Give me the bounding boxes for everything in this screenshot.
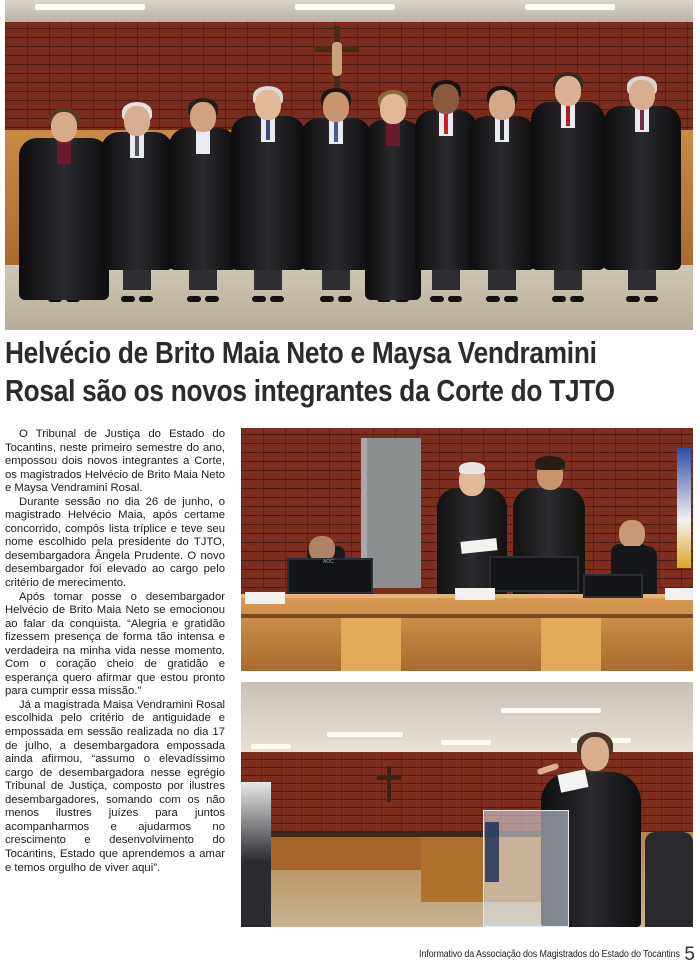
person-figure	[19, 112, 109, 310]
flag	[677, 448, 691, 568]
article-paragraph: Durante sessão no dia 26 de junho, o magistrado Helvécio Maia, após certame concorrido, compôs lista tríplice e teve seu nome escolhido pela presidente do TJTO, desembargadora Ângela Prudente. O novo desembargador foi elevado ao cargo pelo critério de merecimento.	[5, 495, 225, 590]
person-figure	[231, 90, 305, 310]
crucifix	[315, 26, 359, 96]
headline-line-1: Helvécio de Brito Maia Neto e Maysa Vendramini	[5, 336, 597, 370]
person-figure	[603, 80, 681, 310]
monitor	[287, 558, 373, 594]
person-figure	[169, 102, 237, 310]
page-number: 5	[684, 943, 695, 965]
oath-photo-helvecio	[241, 428, 693, 671]
person-figure	[469, 90, 535, 310]
article-headline	[5, 334, 693, 410]
group-photo	[5, 0, 693, 330]
person-figure	[415, 84, 477, 310]
article-paragraph: O Tribunal de Justiça do Estado do Tocantins, neste primeiro semestre do ano, empossou dois novos integrantes a Corte, os magistrados Helvécio de Brito Maia Neto e Maysa Vendramini Rosal.	[5, 428, 225, 495]
person-figure	[365, 94, 421, 310]
oath-photo-maysa	[241, 682, 693, 927]
article-paragraph: Já a magistrada Maisa Vendramini Rosal escolhida pelo critério de antiguidade e empossada em sessão realizada no dia 17 de julho, a desembargadora empossada ainda afirmou, “assumo o elevadíssimo cargo de desembargadora nesse egrégio Tribunal de Justiça, composto por ilustres desembargadores, somando com os não menos ilustres juízes para juntos acompanharmos e ajudarmos no crescimento e desenvolvimento do Tocantins, Estado que aprendemos a amar e temos orgulho de viver aqui”.	[5, 698, 225, 874]
headline-line-2: Rosal são os novos integrantes da Corte do TJTO	[5, 374, 615, 408]
monitor	[583, 574, 643, 598]
monitor-brand: AOC	[323, 559, 334, 565]
monitor	[489, 556, 579, 592]
article-body	[5, 428, 225, 875]
person-figure	[531, 76, 605, 310]
article-paragraph: Após tomar posse o desembargador Helvécio de Brito Maia Neto se emocionou ao falar da conquista. “Alegria e gratidão fizessem presença de forma tão intensa e verdadeira na minha vida nesse momento. Com o coração cheio de gratidão e esperança quero afirmar que estou pronto para cumprir essa missão.”	[5, 590, 225, 698]
person-figure	[301, 92, 371, 310]
person-figure	[101, 106, 173, 310]
publication-name: Informativo da Associação dos Magistrados do Estado do Tocantins	[418, 948, 680, 960]
page-footer	[414, 944, 695, 964]
